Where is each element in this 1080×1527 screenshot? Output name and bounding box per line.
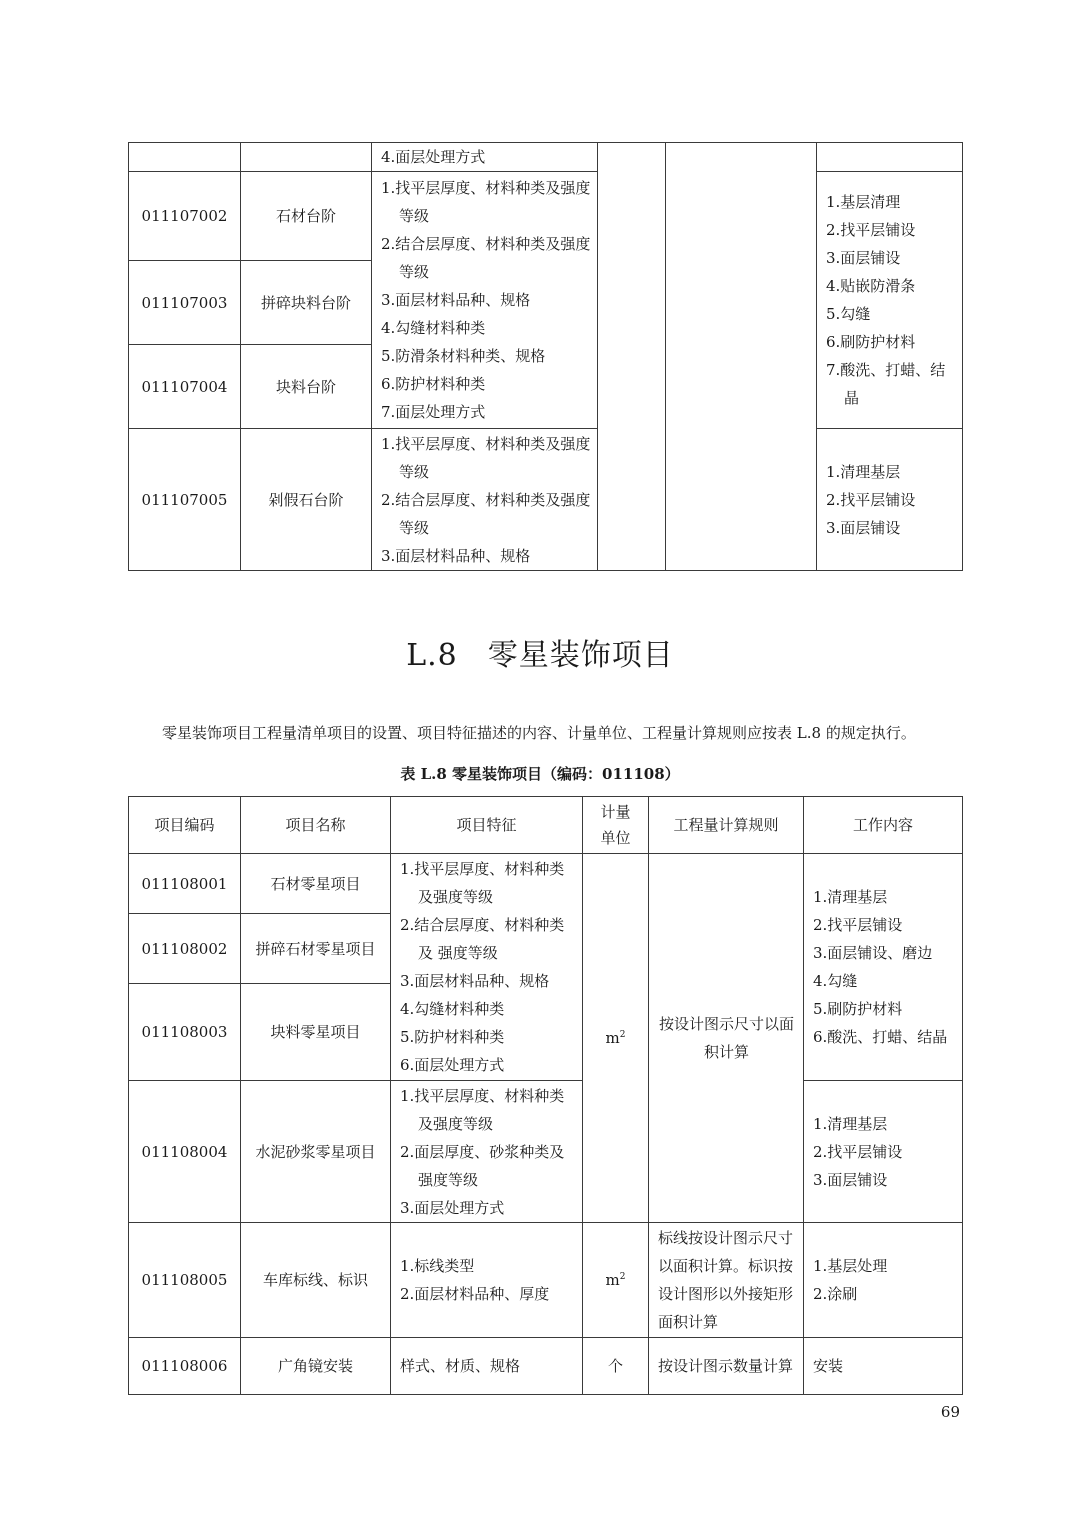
intro-paragraph: 零星装饰项目工程量清单项目的设置、项目特征描述的内容、计量单位、工程量计算规则应按表 L.8 的规定执行。 — [162, 724, 916, 742]
unit-cell: $m^2$ — [583, 1223, 649, 1338]
item-code: 011108005 — [129, 1223, 241, 1338]
rule-cell — [666, 143, 817, 571]
section-name: 零星装饰项目 — [487, 638, 674, 673]
item-name: 水泥砂浆零星项目 — [241, 1081, 391, 1223]
continued-table — [128, 142, 963, 571]
table-cell — [817, 143, 963, 172]
item-code: 011107002 — [129, 172, 241, 261]
unit-cell: 个 — [583, 1338, 649, 1395]
item-name: 石材台阶 — [241, 172, 372, 261]
item-name: 块料台阶 — [241, 345, 372, 429]
unit-cell: $m^2$ — [583, 854, 649, 1223]
item-code: 011108004 — [129, 1081, 241, 1223]
header-work: 工作内容 — [804, 797, 963, 854]
header-code: 项目编码 — [129, 797, 241, 854]
item-code: 011108001 — [129, 854, 241, 914]
section-number: L.8 — [406, 638, 458, 673]
work-cell: 安装 — [804, 1338, 963, 1395]
feature-list: 1.找平层厚度、材料种类及强度等级 2.结合层厚度、材料种类及 强度等级 3.面层材料品种、规格 4.勾缝材料种类 5.防护材料种类 6.面层处理方式 — [391, 854, 583, 1081]
feature-cell: 样式、材质、规格 — [391, 1338, 583, 1395]
item-name: 广角镜安装 — [241, 1338, 391, 1395]
rule-cell: 按设计图示尺寸以面积计算 — [649, 854, 804, 1223]
table-cell — [129, 143, 241, 172]
item-code: 011107003 — [129, 261, 241, 345]
item-code: 011107004 — [129, 345, 241, 429]
unit-cell — [598, 143, 666, 571]
item-name: 拼碎石材零星项目 — [241, 914, 391, 984]
item-code: 011108006 — [129, 1338, 241, 1395]
feature-list: 1.找平层厚度、材料种类及强度等级 2.面层厚度、砂浆种类及强度等级 3.面层处理方式 — [391, 1081, 583, 1223]
item-name: 块料零星项目 — [241, 984, 391, 1081]
item-name: 石材零星项目 — [241, 854, 391, 914]
work-list: 1.清理基层 2.找平层铺设 3.面层铺设 — [804, 1081, 963, 1223]
item-name: 剁假石台阶 — [241, 429, 372, 571]
header-name: 项目名称 — [241, 797, 391, 854]
page-number: 69 — [940, 1403, 960, 1421]
feature-list: 1.标线类型 2.面层材料品种、厚度 — [391, 1223, 583, 1338]
header-unit: 计量单位 — [583, 797, 649, 854]
header-rule: 工程量计算规则 — [649, 797, 804, 854]
item-code: 011108002 — [129, 914, 241, 984]
table-caption: 表 L.8 零星装饰项目（编码：011108） — [400, 765, 680, 783]
table-cell — [241, 143, 372, 172]
item-code: 011108003 — [129, 984, 241, 1081]
table-l8 — [128, 796, 963, 1395]
work-list: 1.清理基层 2.找平层铺设 3.面层铺设 — [817, 429, 963, 571]
item-code: 011107005 — [129, 429, 241, 571]
section-title — [0, 632, 1080, 680]
feature-cell: 4.面层处理方式 — [372, 143, 598, 172]
header-features: 项目特征 — [391, 797, 583, 854]
feature-list: 1.找平层厚度、材料种类及强度等级 2.结合层厚度、材料种类及强度等级 3.面层材料品种、规格 4.勾缝材料种类 5.防滑条材料种类、规格 6.防护材料种类 7.面层处理方式 — [372, 172, 598, 429]
item-name: 车库标线、标识 — [241, 1223, 391, 1338]
item-name: 拼碎块料台阶 — [241, 261, 372, 345]
work-list: 1.清理基层 2.找平层铺设 3.面层铺设、磨边 4.勾缝 5.刷防护材料 6.酸洗、打蜡、结晶 — [804, 854, 963, 1081]
rule-cell: 标线按设计图示尺寸以面积计算。标识按设计图形以外接矩形面积计算 — [649, 1223, 804, 1338]
work-list: 1.基层清理 2.找平层铺设 3.面层铺设 4.贴嵌防滑条 5.勾缝 6.刷防护材料 7.酸洗、打蜡、结晶 — [817, 172, 963, 429]
feature-list: 1.找平层厚度、材料种类及强度等级 2.结合层厚度、材料种类及强度等级 3.面层材料品种、规格 — [372, 429, 598, 571]
rule-cell: 按设计图示数量计算 — [649, 1338, 804, 1395]
work-list: 1.基层处理 2.涂刷 — [804, 1223, 963, 1338]
